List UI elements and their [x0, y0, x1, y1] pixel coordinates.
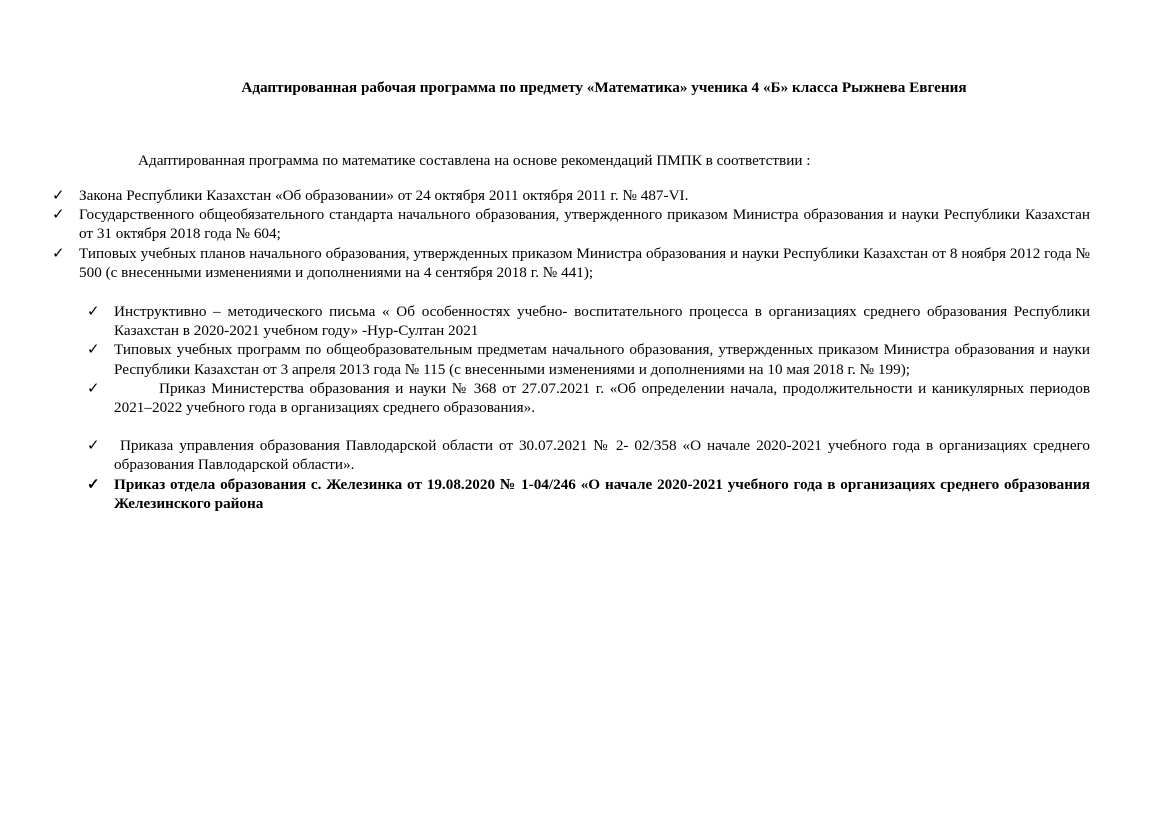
regulations-list — [87, 302, 1094, 513]
legal-basis-list — [52, 186, 1090, 282]
document-title: Адаптированная рабочая программа по предмету «Математика» ученика 4 «Б» класса Рыжнева Евгения — [241, 79, 967, 96]
list-item: ✓ Типовых учебных планов начального образования, утвержденных приказом Министра образования и науки Республики Казахстан от 8 ноября 2012 года № 500 (с внесенными изменениями и дополнениями на 4 сентября 2018 г. № 441); — [52, 244, 1090, 281]
list-item: ✓ Приказ отдела образования с. Железинка от 19.08.2020 № 1-04/246 «О начале 2020-2021 учебного года в организациях среднего образования Железинского района — [87, 475, 1090, 512]
checkmark-icon: ✓ — [87, 341, 100, 359]
checkmark-icon: ✓ — [87, 475, 100, 493]
checkmark-icon: ✓ — [52, 244, 65, 262]
list-item: ✓ Типовых учебных программ по общеобразовательным предметам начального образования, утвержденных приказом Министра образования и науки Республики Казахстан от 3 апреля 2013 года № 115 (с внесенными изменениями и дополнениями на 10 мая 2018 г. № 199); — [87, 341, 1090, 378]
checkmark-icon: ✓ — [87, 379, 100, 397]
list-item: ✓ Приказ Министерства образования и науки № 368 от 27.07.2021 г. «Об определении начала, продолжительности и каникулярных периодов 2021–2022 учебного года в организациях среднего образования». — [87, 379, 1090, 417]
checkmark-icon: ✓ — [87, 303, 100, 320]
list-item: ✓ Инструктивно – методического письма « Об особенностях учебно- воспитательного процесса в организациях среднего образования Республики Казахстан в 2020-2021 учебном году» -Нур-Султан 2021 — [87, 303, 1090, 340]
list-item: ✓ Приказа управления образования Павлодарской области от 30.07.2021 № 2- 02/358 «О начале 2020-2021 учебного года в организациях среднего образования Павлодарской области». — [87, 437, 1094, 474]
intro-paragraph: Адаптированная программа по математике составлена на основе рекомендаций ПМПК в соответствии : — [138, 152, 811, 169]
list-item: ✓ Закона Республики Казахстан «Об образовании» от 24 октября 2011 октября 2011 г. № 487-VI. — [52, 187, 689, 204]
checkmark-icon: ✓ — [52, 187, 65, 204]
list-item: ✓ Государственного общеобязательного стандарта начального образования, утвержденного приказом Министра образования и науки Республики Казахстан от 31 октября 2018 года № 604; — [52, 206, 1090, 243]
checkmark-icon: ✓ — [52, 206, 65, 224]
checkmark-icon: ✓ — [87, 437, 100, 455]
